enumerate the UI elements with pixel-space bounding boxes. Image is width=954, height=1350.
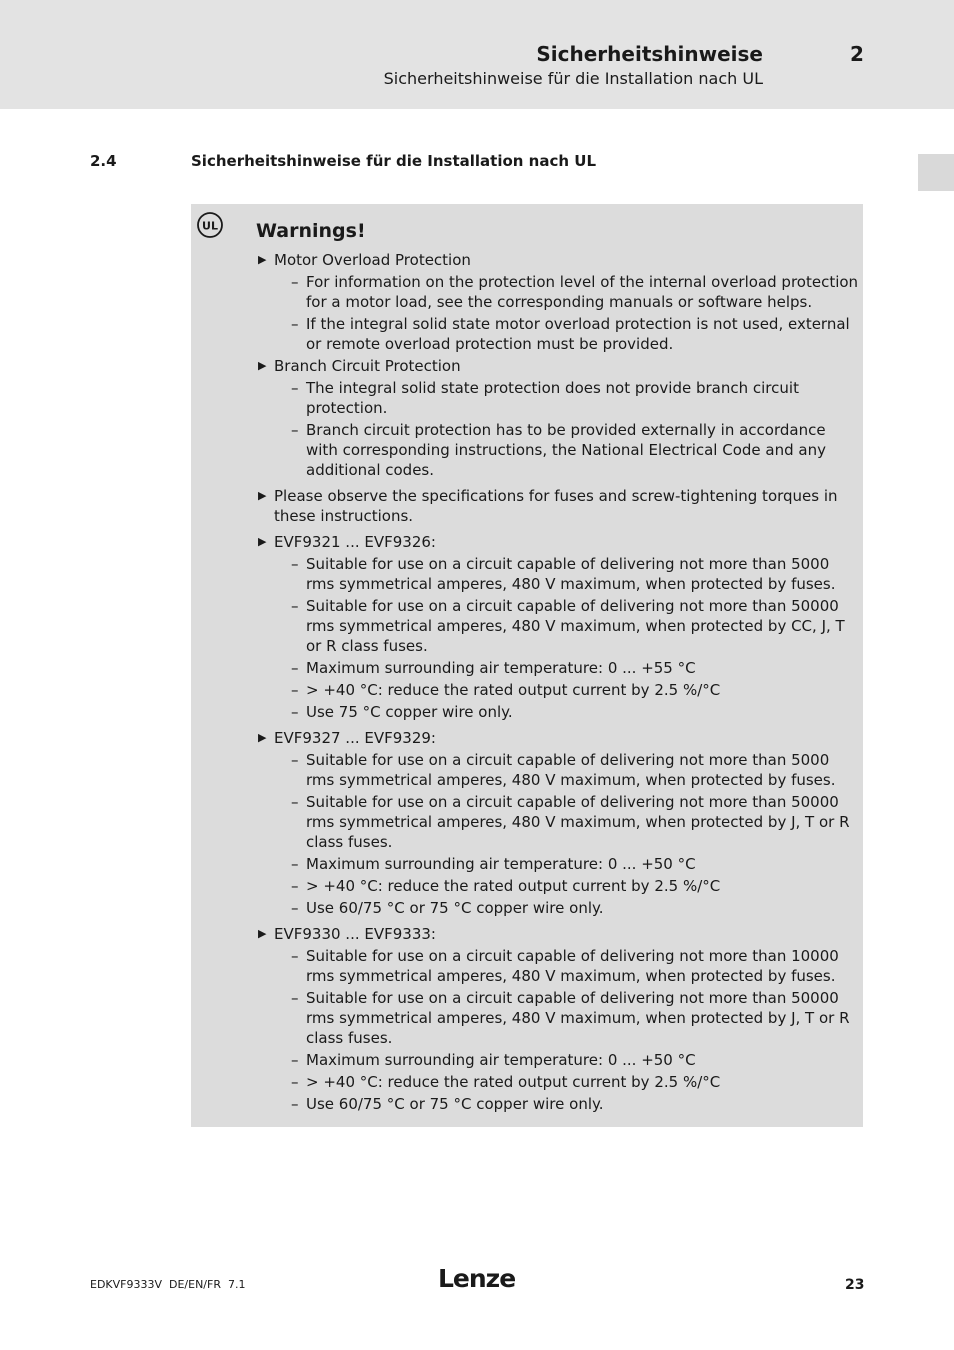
chapter-number: 2	[850, 42, 864, 66]
warning-subitem-text: Use 75 °C copper wire only.	[306, 703, 513, 721]
warning-subitem	[274, 750, 860, 790]
dash-bullet: –	[291, 315, 299, 333]
warning-subitem-text: For information on the protection level of the internal overload protection for a motor load, see the corresponding manuals or software helps.	[306, 273, 859, 311]
warning-subitem	[274, 988, 860, 1048]
lenze-logo: Lenze	[438, 1264, 516, 1293]
warning-subitem-text: Suitable for use on a circuit capable of delivering not more than 50000 rms symmetrical amperes, 480 V maximum, when protected by J, T or R class fuses.	[306, 989, 850, 1047]
chapter-subtitle: Sicherheitshinweise für die Installation nach UL	[383, 69, 763, 88]
warning-item-text: EVF9327 ... EVF9329:	[274, 729, 436, 747]
warning-subitem-text: Suitable for use on a circuit capable of delivering not more than 50000 rms symmetrical amperes, 480 V maximum, when protected by CC, J, T or R class fuses.	[306, 597, 845, 655]
warning-subitem-text: > +40 °C: reduce the rated output current by 2.5 %/°C	[306, 877, 721, 895]
warning-subitem-text: The integral solid state protection does not provide branch circuit protection.	[306, 379, 799, 417]
warning-subitem	[274, 792, 860, 852]
warning-subitem-text: Suitable for use on a circuit capable of delivering not more than 5000 rms symmetrical amperes, 480 V maximum, when protected by fuses.	[306, 555, 836, 593]
warning-subitem-text: Suitable for use on a circuit capable of delivering not more than 10000 rms symmetrical amperes, 480 V maximum, when protected by fuses.	[306, 947, 839, 985]
warning-subitem-text: Suitable for use on a circuit capable of delivering not more than 50000 rms symmetrical amperes, 480 V maximum, when protected by J, T or R class fuses.	[306, 793, 850, 851]
dash-bullet: –	[291, 1095, 299, 1113]
warning-subitem-text: Suitable for use on a circuit capable of delivering not more than 5000 rms symmetrical amperes, 480 V maximum, when protected by fuses.	[306, 751, 836, 789]
warning-subitem	[274, 658, 860, 678]
warning-subitem	[274, 1050, 860, 1070]
dash-bullet: –	[291, 899, 299, 917]
chapter-title: Sicherheitshinweise	[536, 42, 763, 66]
ul-mark-text: UL	[202, 219, 218, 233]
dash-bullet: –	[291, 659, 299, 677]
warning-subitem	[274, 1094, 860, 1114]
warning-subitem-text: Maximum surrounding air temperature: 0 ... +50 °C	[306, 855, 696, 873]
page-number: 23	[845, 1277, 865, 1293]
dash-bullet: –	[291, 1051, 299, 1069]
warning-item-text: Motor Overload Protection	[274, 251, 471, 269]
warning-subitem-text: Use 60/75 °C or 75 °C copper wire only.	[306, 899, 604, 917]
triangle-bullet-icon: ▶	[258, 731, 267, 744]
warning-subitem-text: > +40 °C: reduce the rated output current by 2.5 %/°C	[306, 1073, 721, 1091]
dash-bullet: –	[291, 421, 299, 439]
dash-bullet: –	[291, 379, 299, 397]
warning-list	[256, 250, 860, 1116]
dash-bullet: –	[291, 273, 299, 291]
section-title: Sicherheitshinweise für die Installation nach UL	[191, 152, 597, 170]
warning-subitem	[274, 876, 860, 896]
warning-title: Warnings!	[256, 220, 366, 242]
warning-subitem	[274, 596, 860, 656]
warning-item	[256, 486, 860, 526]
warning-subitem	[274, 702, 860, 722]
chapter-side-tab	[918, 154, 954, 191]
warning-item	[256, 532, 860, 722]
dash-bullet: –	[291, 681, 299, 699]
warning-subitem	[274, 554, 860, 594]
triangle-bullet-icon: ▶	[258, 359, 267, 372]
dash-bullet: –	[291, 877, 299, 895]
warning-item-text: EVF9330 ... EVF9333:	[274, 925, 436, 943]
warning-subitem	[274, 946, 860, 986]
dash-bullet: –	[291, 555, 299, 573]
triangle-bullet-icon: ▶	[258, 535, 267, 548]
dash-bullet: –	[291, 855, 299, 873]
section-number: 2.4	[90, 152, 117, 170]
triangle-bullet-icon: ▶	[258, 253, 267, 266]
warning-subitem	[274, 314, 860, 354]
warning-subitem-text: Maximum surrounding air temperature: 0 ... +50 °C	[306, 1051, 696, 1069]
dash-bullet: –	[291, 703, 299, 721]
triangle-bullet-icon: ▶	[258, 489, 267, 502]
warning-subitem	[274, 680, 860, 700]
warning-item	[256, 728, 860, 918]
dash-bullet: –	[291, 947, 299, 965]
warning-subitem	[274, 378, 860, 418]
dash-bullet: –	[291, 793, 299, 811]
warning-subitem-text: Branch circuit protection has to be provided externally in accordance with corresponding instructions, the National Electrical Code and any additional codes.	[306, 421, 826, 479]
warning-item	[256, 924, 860, 1114]
dash-bullet: –	[291, 597, 299, 615]
warning-item-text: Please observe the specifications for fuses and screw-tightening torques in these instructions.	[274, 487, 838, 525]
warning-subitem-text: Maximum surrounding air temperature: 0 ... +55 °C	[306, 659, 696, 677]
warning-item-text: Branch Circuit Protection	[274, 357, 461, 375]
warning-subitem-text: Use 60/75 °C or 75 °C copper wire only.	[306, 1095, 604, 1113]
warning-subitem	[274, 898, 860, 918]
warning-item	[256, 250, 860, 354]
warning-item	[256, 356, 860, 480]
ul-mark-icon	[196, 211, 224, 239]
warning-subitem-text: If the integral solid state motor overload protection is not used, external or remote overload protection must be provided.	[306, 315, 850, 353]
document-code: EDKVF9333V DE/EN/FR 7.1	[90, 1278, 246, 1291]
dash-bullet: –	[291, 1073, 299, 1091]
warning-subitem	[274, 854, 860, 874]
warning-item-text: EVF9321 ... EVF9326:	[274, 533, 436, 551]
triangle-bullet-icon: ▶	[258, 927, 267, 940]
page-header-band	[0, 0, 954, 109]
dash-bullet: –	[291, 751, 299, 769]
warning-subitem-text: > +40 °C: reduce the rated output current by 2.5 %/°C	[306, 681, 721, 699]
dash-bullet: –	[291, 989, 299, 1007]
warning-subitem	[274, 420, 860, 480]
warning-subitem	[274, 1072, 860, 1092]
warning-subitem	[274, 272, 860, 312]
